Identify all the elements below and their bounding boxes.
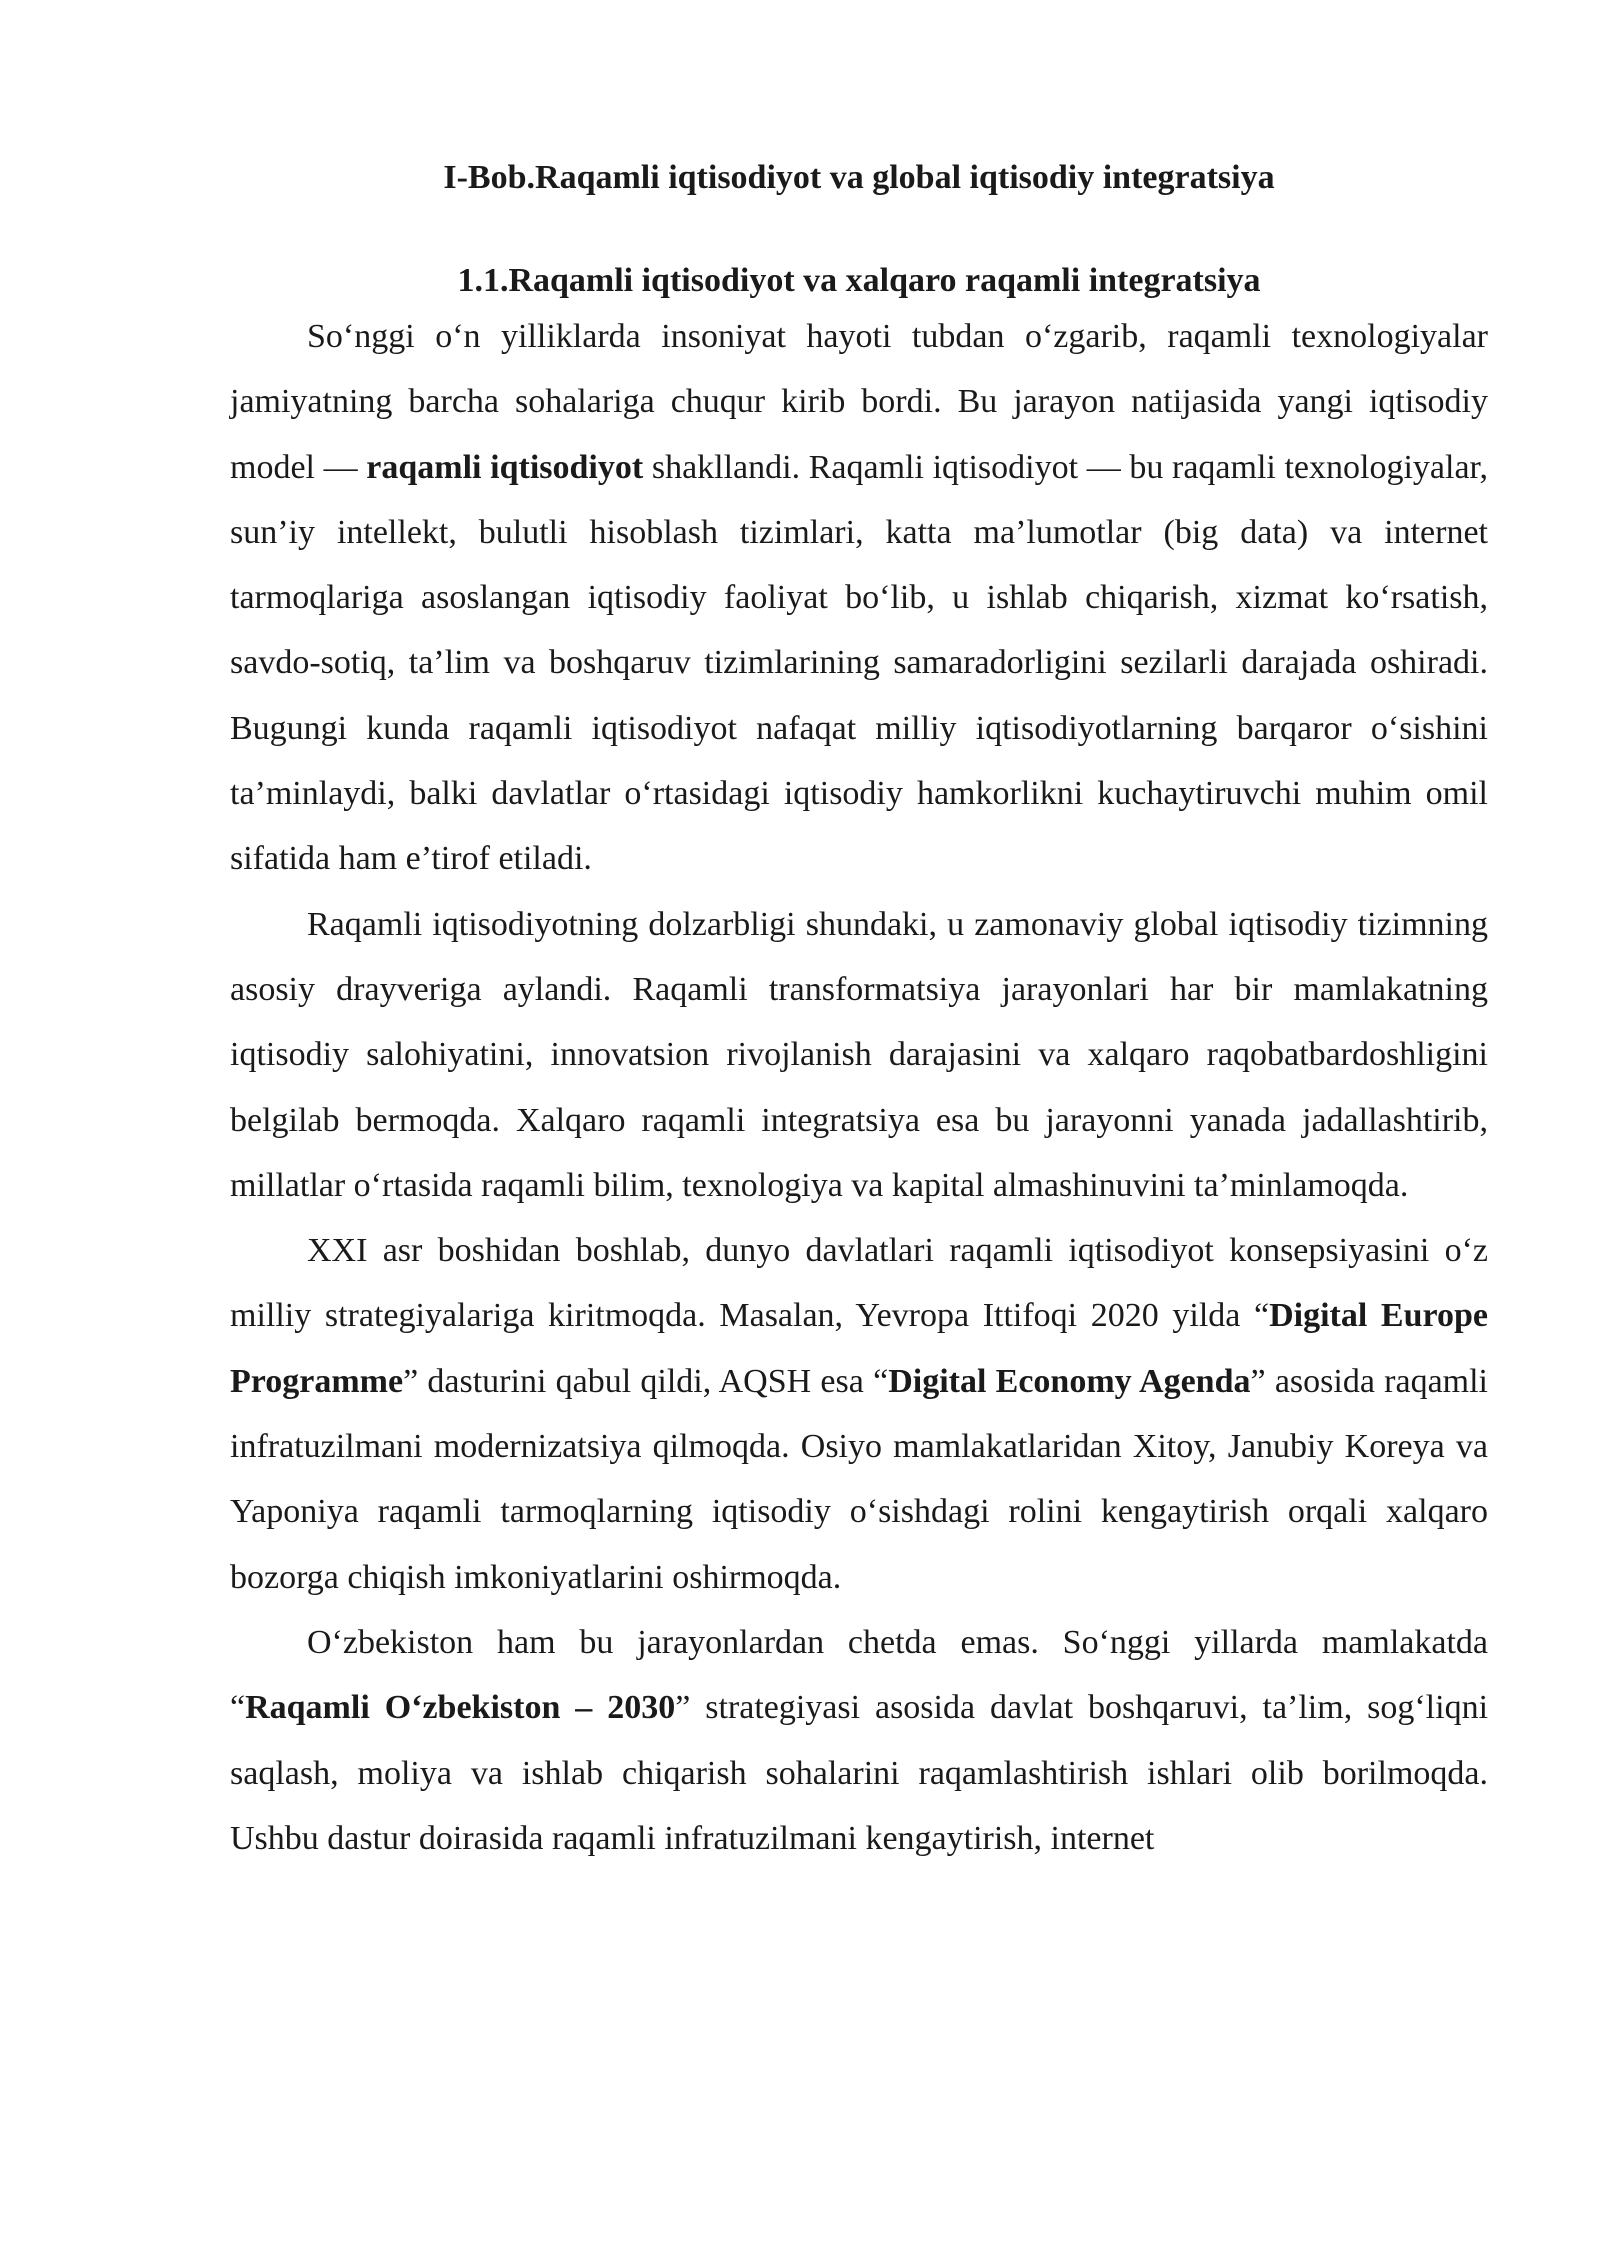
paragraph-1-bold-term: raqamli iqtisodiyot bbox=[366, 448, 644, 486]
paragraph-1 bbox=[230, 304, 1488, 892]
paragraph-3-bold-program: Digital Europe Programme bbox=[230, 1297, 1488, 1400]
paragraph-3-bold-agenda: Digital Economy Agenda bbox=[888, 1362, 1251, 1400]
document-page bbox=[230, 148, 1488, 1871]
paragraph-2: Raqamli iqtisodiyotning dolzarbligi shundaki, u zamonaviy global iqtisodiy tizimning asosiy drayveriga aylandi. Raqamli transformatsiya jarayonlari har bir mamlakatning iqtisodiy salohiyatini, innovatsion rivojlanish darajasini va xalqaro raqobatbardoshligini belgilab bermoqda. Xalqaro raqamli integratsiya esa bu jarayonni yanada jadallashtirib, millatlar o‘rtasida raqamli bilim, texnologiya va kapital almashinuvini ta’minlamoqda. bbox=[230, 905, 1488, 1204]
section-title: 1.1.Raqamli iqtisodiyot va xalqaro raqamli integratsiya bbox=[457, 262, 1261, 299]
paragraph-3-text-a: XXI asr boshidan boshlab, dunyo davlatlari raqamli iqtisodiyot konsepsiyasini o‘z milliy strategiyalariga kiritmoqda. Masalan, Yevropa Ittifoqi 2020 yilda “ bbox=[230, 1232, 1488, 1335]
paragraph-3-text-c: ” asosida raqamli infratuzilmani modernizatsiya qilmoqda. Osiyo mamlakatlaridan Xitoy, Janubiy Koreya va Yaponiya raqamli tarmoqlarning iqtisodiy o‘sishdagi rolini kengaytirish orqali xalqaro bozorga chiqish imkoniyatlarini oshirmoqda. bbox=[230, 1362, 1488, 1596]
paragraph-4-bold-strategy: Raqamli O‘zbekiston – 2030 bbox=[245, 1689, 676, 1727]
paragraph-3-text-b: ” dasturini qabul qildi, AQSH esa “ bbox=[403, 1362, 889, 1400]
chapter-title: I-Bob.Raqamli iqtisodiyot va global iqtisodiy integratsiya bbox=[443, 159, 1275, 196]
paragraph-3 bbox=[230, 1218, 1488, 1610]
paragraph-4-text-b: ” strategiyasi asosida davlat boshqaruvi, ta’lim, sog‘liqni saqlash, moliya va ishlab chiqarish sohalarini raqamlashtirish ishlari olib borilmoqda. Ushbu dastur doirasida raqamli infratuzilmani kengaytirish, internet bbox=[230, 1689, 1489, 1857]
paragraph-1-text-b: shakllandi. Raqamli iqtisodiyot — bu raqamli texnologiyalar, sun’iy intellekt, bulutli hisoblash tizimlari, katta ma’lumotlar (big data) va internet tarmoqlariga asoslangan iqtisodiy faoliyat bo‘lib, u ishlab chiqarish, xizmat ko‘rsatish, savdo-sotiq, ta’lim va boshqaruv tizimlarining samaradorligini sezilarli darajada oshiradi. Bugungi kunda raqamli iqtisodiyot nafaqat milliy iqtisodiyotlarning barqaror o‘sishini ta’minlaydi, balki davlatlar o‘rtasidagi iqtisodiy hamkorlikni kuchaytiruvchi muhim omil sifatida ham e’tirof etiladi. bbox=[230, 448, 1489, 878]
paragraph-4-text-a: O‘zbekiston ham bu jarayonlardan chetda emas. So‘nggi yillarda mamlakatda “ bbox=[230, 1623, 1488, 1727]
paragraph-4 bbox=[230, 1610, 1488, 1871]
paragraph-1-text-a: So‘nggi o‘n yilliklarda insoniyat hayoti tubdan o‘zgarib, raqamli texnologiyalar jamiyatning barcha sohalariga chuqur kirib bordi. Bu jarayon natijasida yangi iqtisodiy model — bbox=[230, 318, 1488, 486]
